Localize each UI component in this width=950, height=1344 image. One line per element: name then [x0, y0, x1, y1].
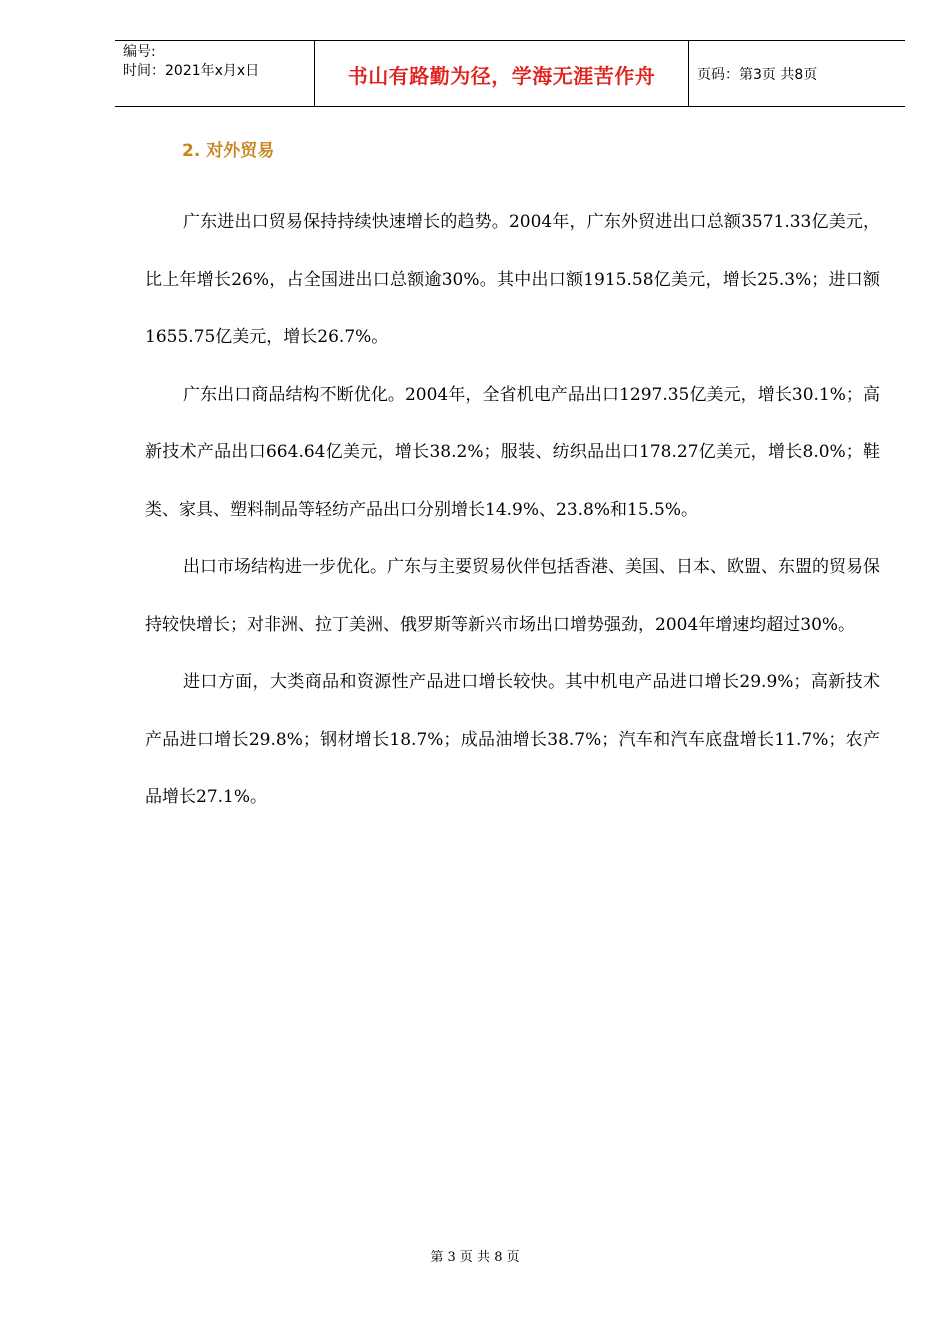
section-title: 2. 对外贸易 [182, 141, 275, 161]
header-page-info: 页码：第3页 共8页 [697, 67, 818, 83]
page-header [115, 40, 905, 107]
paragraph-export-markets: 出口市场结构进一步优化。广东与主要贸易伙伴包括香港、美国、日本、欧盟、东盟的贸易保持较快增长；对非洲、拉丁美洲、俄罗斯等新兴市场出口增势强劲，2004年增速均超过30%。 [145, 557, 880, 635]
page-footer: 第 3 页 共 8 页 [430, 1250, 520, 1265]
header-meta [115, 41, 315, 107]
section-body [145, 194, 880, 827]
header-motto: 书山有路勤为径，学海无涯苦作舟 [315, 41, 689, 107]
doc-number-label: 编号: [123, 44, 156, 60]
paragraph-imports: 进口方面，大类商品和资源性产品进口增长较快。其中机电产品进口增长29.9%；高新技术产品进口增长29.8%；钢材增长18.7%；成品油增长38.7%；汽车和汽车底盘增长11.7%；农产品增长27.1%。 [145, 672, 880, 807]
paragraph-trade-growth: 广东进出口贸易保持持续快速增长的趋势。2004年，广东外贸进出口总额3571.33亿美元，比上年增长26%，占全国进出口总额逾30%。其中出口额1915.58亿美元，增长25.3%；进口额1655.75亿美元，增长26.7%。 [145, 212, 880, 347]
time-label: 时间：2021年x月x日 [123, 63, 260, 79]
paragraph-export-structure: 广东出口商品结构不断优化。2004年，全省机电产品出口1297.35亿美元，增长30.1%；高新技术产品出口664.64亿美元，增长38.2%；服装、纺织品出口178.27亿美元，增长8.0%；鞋类、家具、塑料制品等轻纺产品出口分别增长14.9%、23.8%和15.5%。 [145, 384, 880, 520]
